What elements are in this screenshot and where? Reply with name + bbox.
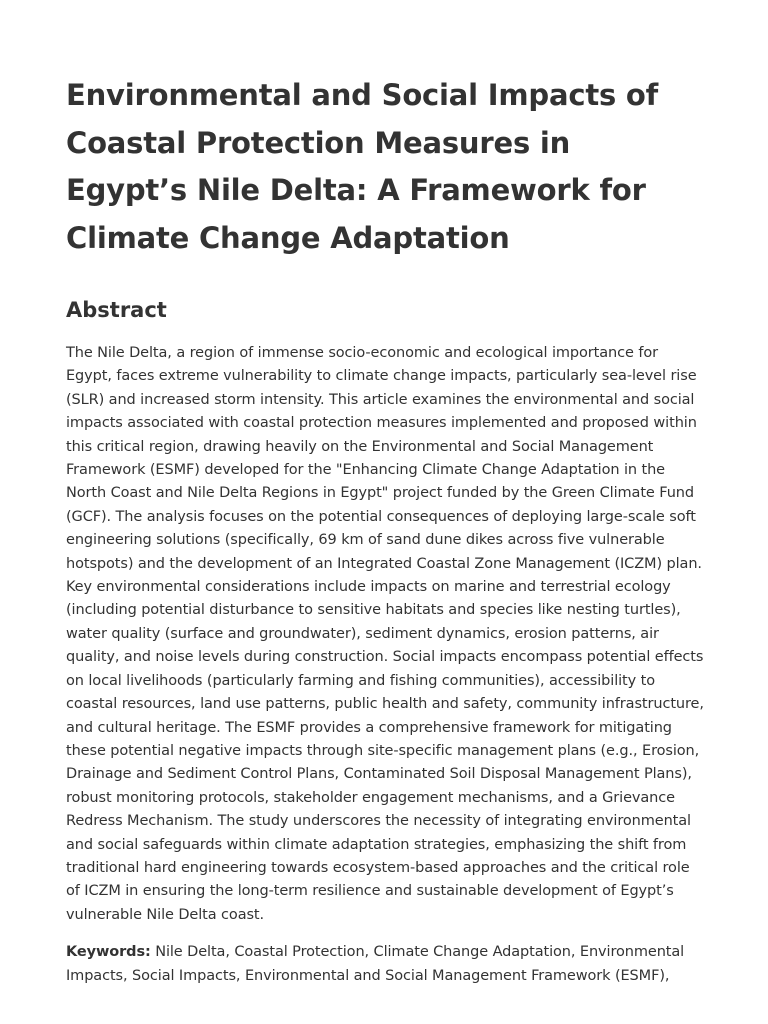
keywords-label: Keywords:: [66, 944, 151, 961]
abstract-paragraph: The Nile Delta, a region of immense socio-economic and ecological importance for Egypt, faces extreme vulnerability to climate change impacts, particularly sea-level rise (SLR) and increased storm intensity. This article examines the environmental and social impacts associated with coastal protection measures implemented and proposed within this critical region, drawing heavily on the Environmental and Social Management Framework (ESMF) developed for the "Enhancing Climate Change Adaptation in the North Coast and Nile Delta Regions in Egypt" project funded by the Green Climate Fund (GCF). The analysis focuses on the potential consequences of deploying large-scale soft engineering solutions (specifically, 69 km of sand dune dikes across five vulnerable hotspots) and the development of an Integrated Coastal Zone Management (ICZM) plan. Key environmental considerations include impacts on marine and terrestrial ecology (including potential disturbance to sensitive habitats and species like nesting turtles), water quality (surface and groundwater), sediment dynamics, erosion patterns, air quality, and noise levels during construction. Social impacts encompass potential effects on local livelihoods (particularly farming and fishing communities), accessibility to coastal resources, land use patterns, public health and safety, community infrastructure, and cultural heritage. The ESMF provides a comprehensive framework for mitigating these potential negative impacts through site-specific management plans (e.g., Erosion, Drainage and Sediment Control Plans, Contaminated Soil Disposal Management Plans), robust monitoring protocols, stakeholder engagement mechanisms, and a Grievance Redress Mechanism. The study underscores the necessity of integrating environmental and social safeguards within climate adaptation strategies, emphasizing the shift from traditional hard engineering towards ecosystem-based approaches and the critical role of ICZM in ensuring the long-term resilience and sustainable development of Egypt’s vulnerable Nile Delta coast.: [66, 345, 704, 923]
abstract-heading: Abstract: [66, 298, 167, 322]
article-title: Environmental and Social Impacts of Coastal Protection Measures in Egypt’s Nile Delta: A Framework for Climate Change Adaptation: [66, 78, 659, 255]
article-page: [66, 72, 706, 988]
keywords-text: Nile Delta, Coastal Protection, Climate Change Adaptation, Environmental Impacts, Social Impacts, Environmental and Social Management Framework (ESMF),: [66, 944, 685, 984]
keywords-paragraph: [66, 941, 706, 988]
